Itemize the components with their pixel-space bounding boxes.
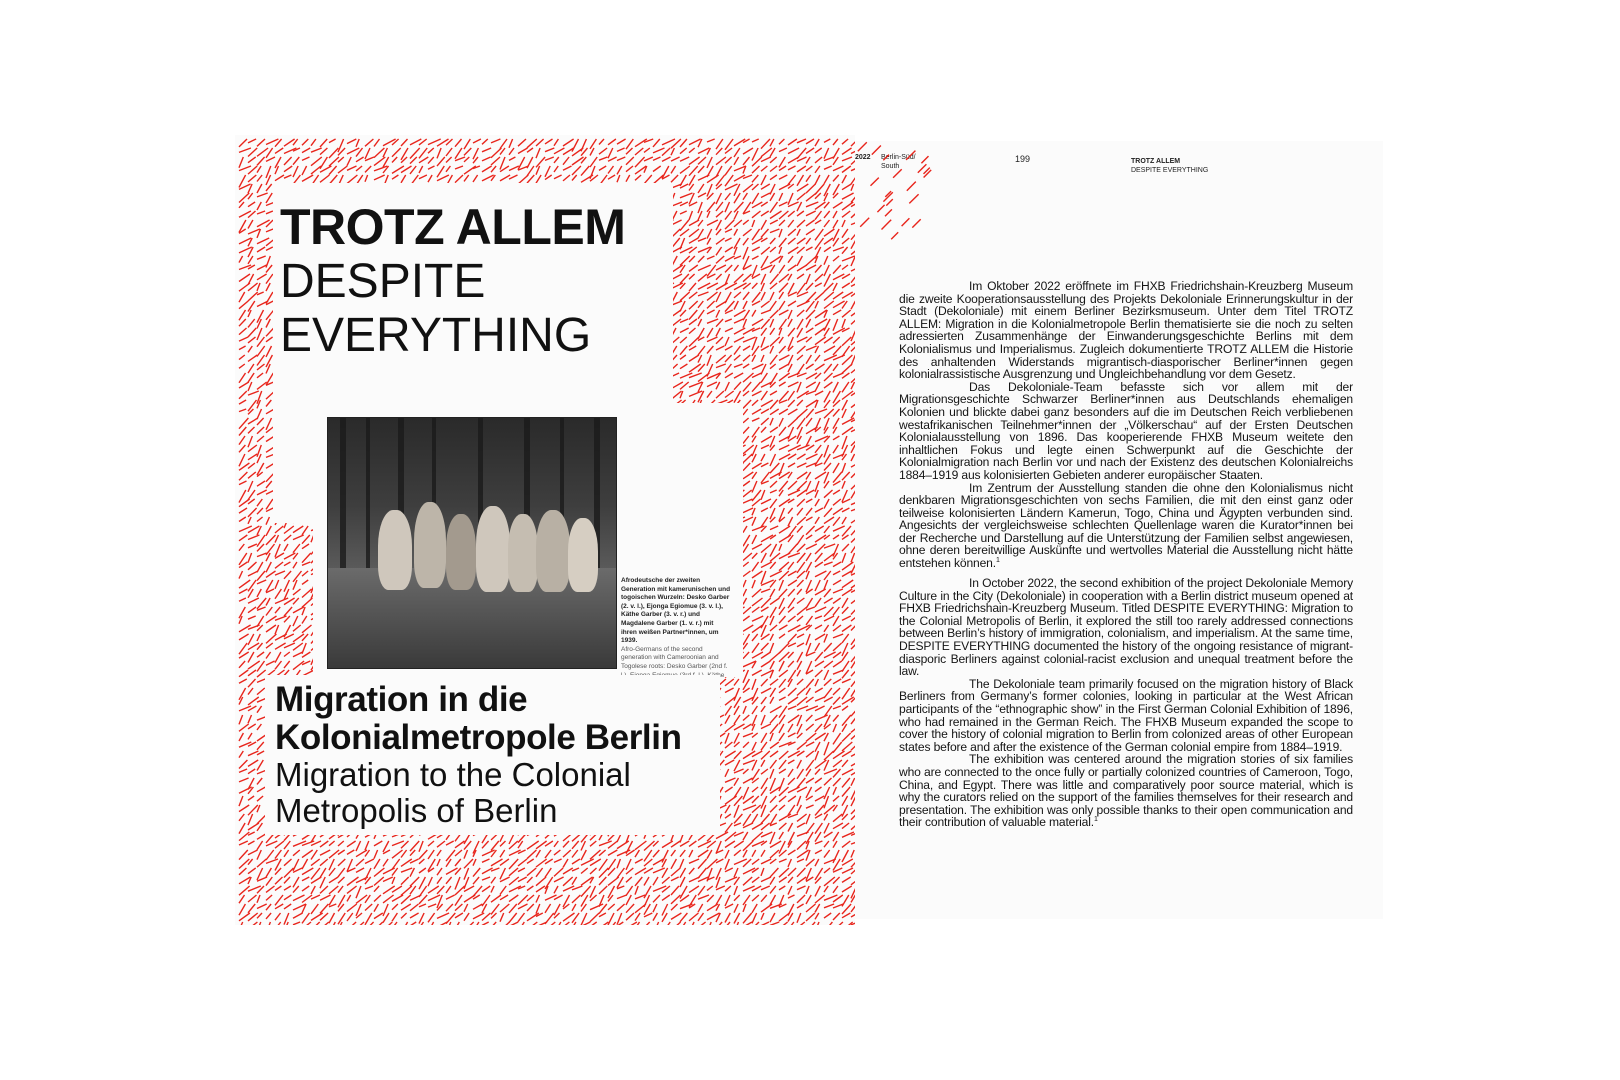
- body-de-paragraph-3: [899, 482, 1353, 570]
- title-en-line-1: DESPITE: [280, 255, 486, 308]
- header-district-de: Berlin-Süd/: [881, 154, 916, 161]
- red-hatch-spill: [815, 135, 935, 245]
- body-text-de: [899, 280, 1353, 570]
- body-de-paragraph-2: Das Dekoloniale-Team befasste sich vor allem mit der Migrationsgeschichte Schwarzer Berliner*innen aus Deutschlands ehemaligen Kolonien und blickte dabei ganz besonders auf die im Deutschen Reich verbliebenen westafrikanischen Teilnehmer*innen der „Völkerschau“ auf der Ersten Deutschen Kolonialausstellung von 1896. Das kooperierende FHXB Museum weitete den inhaltlichen Fokus und legte einen Schwerpunkt auf die Geschichte der Kolonialmigration nach Berlin vor und nach der Existenz des deutschen Kolonialreichs 1884–1919 aus kolonisierten Gebieten anderer europäischer Staaten.: [899, 379, 1353, 482]
- footnote-mark-en: 1: [1094, 816, 1098, 824]
- photo-caption-en: Afro-Germans of the second generation with Cameroonian and Togolese roots: Desko Garber (2nd f.: [621, 645, 728, 670]
- subtitle-en: [275, 757, 631, 829]
- subtitle-de: [275, 681, 682, 757]
- footnote-mark-de: 1: [995, 557, 1000, 565]
- left-page: [235, 135, 855, 925]
- subtitle-en-line-1: Migration to the Colonial: [275, 756, 631, 793]
- right-page: [855, 141, 1383, 919]
- body-en-paragraph-2: The Dekoloniale team primarily focused on the migration history of Black Berliners from Germany’s former colonies, looking in particular at the West African participants of the “ethnographic show” in the First German Colonial Exhibition of 1896, who had remained in the German Reich. The FHXB Museum expanded the scope to cover the history of colonial migration to Berlin from colonized areas of other European states before and after the existence of the German colonial empire from 1884–1919.: [899, 676, 1353, 754]
- title-de: TROTZ ALLEM: [280, 199, 626, 255]
- body-de-paragraph-1: Im Oktober 2022 eröffnete im FHXB Friedrichshain-Kreuzberg Museum die zweite Kooperationsausstellung des Projekts Dekoloniale Erinnerungskultur in der Stadt (Dekoloniale) mit einem Berliner Bezirksmuseum. Unter dem Titel TROTZ ALLEM: Migration in die Kolonialmetropole Berlin thematisierte sie die noch zu selten adressierten Zusammenhänge der Einwanderungsgeschichte Berlins mit dem Kolonialismus und Imperialismus. Zugleich dokumentierte TROTZ ALLEM die Historie des anhaltenden Widerstands migrantisch-diasporischer Berliner*innen gegen kolonialrassistische Ausgrenzung und Ungleichbehandlung vor dem Gesetz.: [899, 279, 1353, 382]
- body-de-paragraph-3-text: Im Zentrum der Ausstellung standen die ohne den Kolonialismus nicht denkbaren Migrationsgeschichten von sechs Familien, die mit den einst ganz oder teilweise kolonisierten Ländern Kamerun, Togo, China und Ägypten verbunden sind. Angesichts der vergleichsweise schlechten Quellenlage waren die Kurator*innen bei der Recherche und Darstellung auf die Unterstützung der Familien selbst angewiesen, ohne deren bereitwillige Auskünfte und wertvolles Material die Ausstellung nicht hätte entstehen können.: [899, 480, 1353, 571]
- subtitle-de-line-1: Migration in die: [275, 680, 528, 719]
- header-district-en: South: [881, 163, 900, 170]
- body-en-paragraph-3-text: The exhibition was centered around the migration stories of six families who are connected to the once fully or partially colonized countries of Cameroon, Togo, China, and Egypt. There was little and comparatively poor source material, which is why the curators relied on the support of the families themselves for their research and presentation. The exhibition was only possible thanks to their open communication and their contribution of valuable material.: [899, 752, 1353, 830]
- body-en-paragraph-1: In October 2022, the second exhibition of the project Dekoloniale Memory Culture in the City (Dekoloniale) in cooperation with a Berlin district museum opened at FHXB Friedrichshain-Kreuzberg Museum. Titled DESPITE EVERYTHING: Migration to the Colonial Metropolis of Berlin, it explored the still too rarely addressed connections between Berlin’s history of immigration, colonialism, and imperialism. At the same time, DESPITE EVERYTHING documented the history of the ongoing resistance of migrant-diasporic Berliners against colonial-racist exclusion and unequal treatment before the law.: [899, 576, 1353, 679]
- historic-group-photo: [327, 417, 617, 669]
- header-title-de: TROTZ ALLEM: [1131, 158, 1181, 165]
- subtitle-de-line-2: Kolonialmetropole Berlin: [275, 718, 682, 757]
- body-text-en: [899, 577, 1353, 829]
- header-year: 2022: [855, 154, 871, 161]
- header-title-en: DESPITE EVERYTHING: [1131, 167, 1209, 174]
- title-en: [280, 255, 640, 363]
- title-en-line-2: EVERYTHING: [280, 309, 592, 362]
- photo-caption-de: Afrodeutsche der zweiten Generation mit kamerunischen und togoischen Wurzeln: Desko Garber (2. v. l.), Ejonga Egiomue (3. v. l.), Käthe Garber (3. v. r.) und Magdalene Garber (1. v. r.) mit ihren weißen Partner*innen, um 1939.: [621, 577, 731, 645]
- header-title: [1131, 157, 1208, 175]
- book-spread: [235, 135, 1383, 925]
- subtitle-en-line-2: Metropolis of Berlin: [275, 792, 558, 829]
- body-en-paragraph-3: [899, 753, 1353, 829]
- page-number: 199: [1015, 154, 1031, 164]
